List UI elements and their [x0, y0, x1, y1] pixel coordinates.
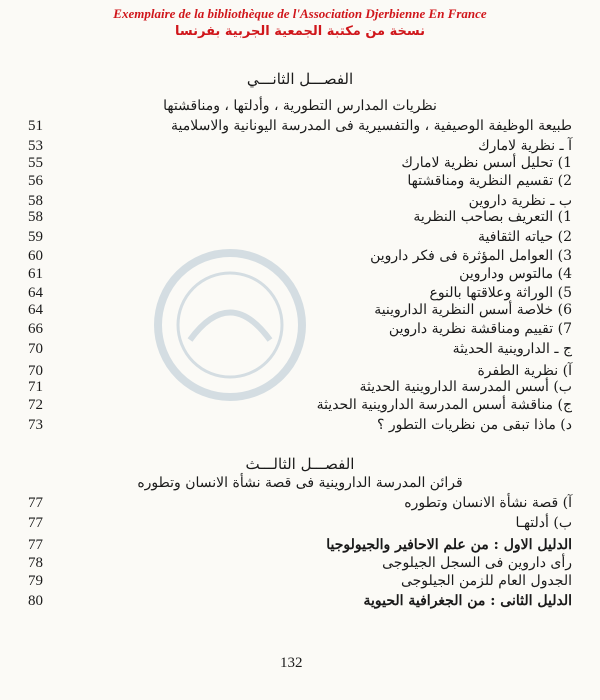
toc-entry-page: 77 [28, 537, 43, 553]
toc-entry-page: 79 [28, 573, 43, 589]
toc-entry [28, 397, 572, 419]
toc-entry-title: 4) مالتوس وداروين [459, 266, 572, 282]
toc-entry-page: 66 [28, 321, 43, 337]
library-stamp-french: Exemplaire de la bibliothèque de l'Association Djerbienne En France [113, 6, 487, 21]
toc-entry-page: 58 [28, 193, 43, 209]
toc-entry-title: آ) قصة نشأة الانسان وتطوره [404, 495, 572, 511]
toc-entry-title: د) ماذا تبقى من نظريات التطور ؟ [376, 417, 572, 433]
toc-entry-title: الدليل الثانى : من الجغرافية الحيوية [363, 593, 572, 609]
toc-entry-title: ب) أسس المدرسة الداروينية الحديثة [359, 379, 572, 395]
toc-entry-page: 80 [28, 593, 43, 609]
toc-entry-page: 71 [28, 379, 43, 395]
toc-entry [28, 341, 572, 363]
toc-entry-page: 60 [28, 248, 43, 264]
toc-entry-title: الجدول العام للزمن الجيلوجى [400, 573, 572, 589]
toc-entry-page: 70 [28, 341, 43, 357]
toc-entry-title: آ) نظرية الطفرة [477, 363, 572, 379]
toc-entry-title: آ ـ نظرية لامارك [478, 138, 572, 154]
toc-entry [28, 573, 572, 595]
toc-entry-page: 64 [28, 285, 43, 301]
toc-entry-page: 70 [28, 363, 43, 379]
chapter-2-subtitle: نظريات المدارس التطورية ، وأدلتها ، ومناقشتها [163, 98, 437, 114]
toc-entry-page: 64 [28, 302, 43, 318]
toc-entry-page: 73 [28, 417, 43, 433]
toc-entry-title: 5) الوراثة وعلاقتها بالنوع [429, 285, 572, 301]
toc-entry [28, 173, 572, 195]
chapter-2-title: الفصـــل الثانـــي [246, 70, 354, 88]
toc-entry [28, 209, 572, 231]
toc-entry-title: ب) أدلتهـا [515, 515, 572, 531]
toc-entry-title: ج ـ الداروينية الحديثة [452, 341, 572, 357]
toc-entry-page: 78 [28, 555, 43, 571]
toc-entry-page: 77 [28, 495, 43, 511]
toc-entry-page: 72 [28, 397, 43, 413]
toc-entry-title: 1) تحليل أسس نظرية لامارك [401, 155, 572, 171]
toc-entry-page: 77 [28, 515, 43, 531]
toc-entry-title: 2) تقسيم النظرية ومناقشتها [407, 173, 572, 189]
toc-entry-page: 53 [28, 138, 43, 154]
toc-entry [28, 417, 572, 439]
toc-entry-page: 56 [28, 173, 43, 189]
toc-entry [28, 515, 572, 537]
toc-entry-page: 55 [28, 155, 43, 171]
page-number: 132 [280, 655, 303, 671]
toc-entry-title: ج) مناقشة أسس المدرسة الداروينية الحديثة [316, 397, 572, 413]
toc-entry [28, 495, 572, 517]
toc-entry-title: الدليل الاول : من علم الاحافير والجيولوجيا [326, 537, 572, 553]
toc-entry-title: 6) خلاصة أسس النظرية الداروينية [374, 302, 572, 318]
toc-entry [28, 118, 572, 140]
toc-entry-title: 3) العوامل المؤثرة فى فكر داروين [370, 248, 572, 264]
toc-entry-title: طبيعة الوظيفة الوصيفية ، والتفسيرية فى المدرسة اليونانية والاسلامية [171, 118, 572, 134]
toc-entry-title: 2) حياته الثقافية [478, 229, 572, 245]
toc-entry-title: ب ـ نظرية داروين [468, 193, 572, 209]
toc-entry [28, 593, 572, 615]
toc-entry [28, 321, 572, 343]
toc-entry-page: 58 [28, 209, 43, 225]
toc-entry-page: 51 [28, 118, 43, 134]
chapter-3-subtitle: قرائن المدرسة الداروينية فى قصة نشأة الانسان وتطوره [137, 475, 463, 491]
toc-entry-page: 61 [28, 266, 43, 282]
toc-entry-title: 7) تقييم ومناقشة نظرية داروين [388, 321, 572, 337]
library-stamp-arabic: نسخة من مكتبة الجمعية الجربية بفرنسا [175, 24, 425, 39]
toc-entry-title: 1) التعريف بصاحب النظرية [413, 209, 572, 225]
toc-entry-page: 59 [28, 229, 43, 245]
toc-entry-title: رأى داروين فى السجل الجيلوجى [382, 555, 572, 571]
chapter-3-title: الفصـــل الثالـــث [245, 455, 355, 473]
